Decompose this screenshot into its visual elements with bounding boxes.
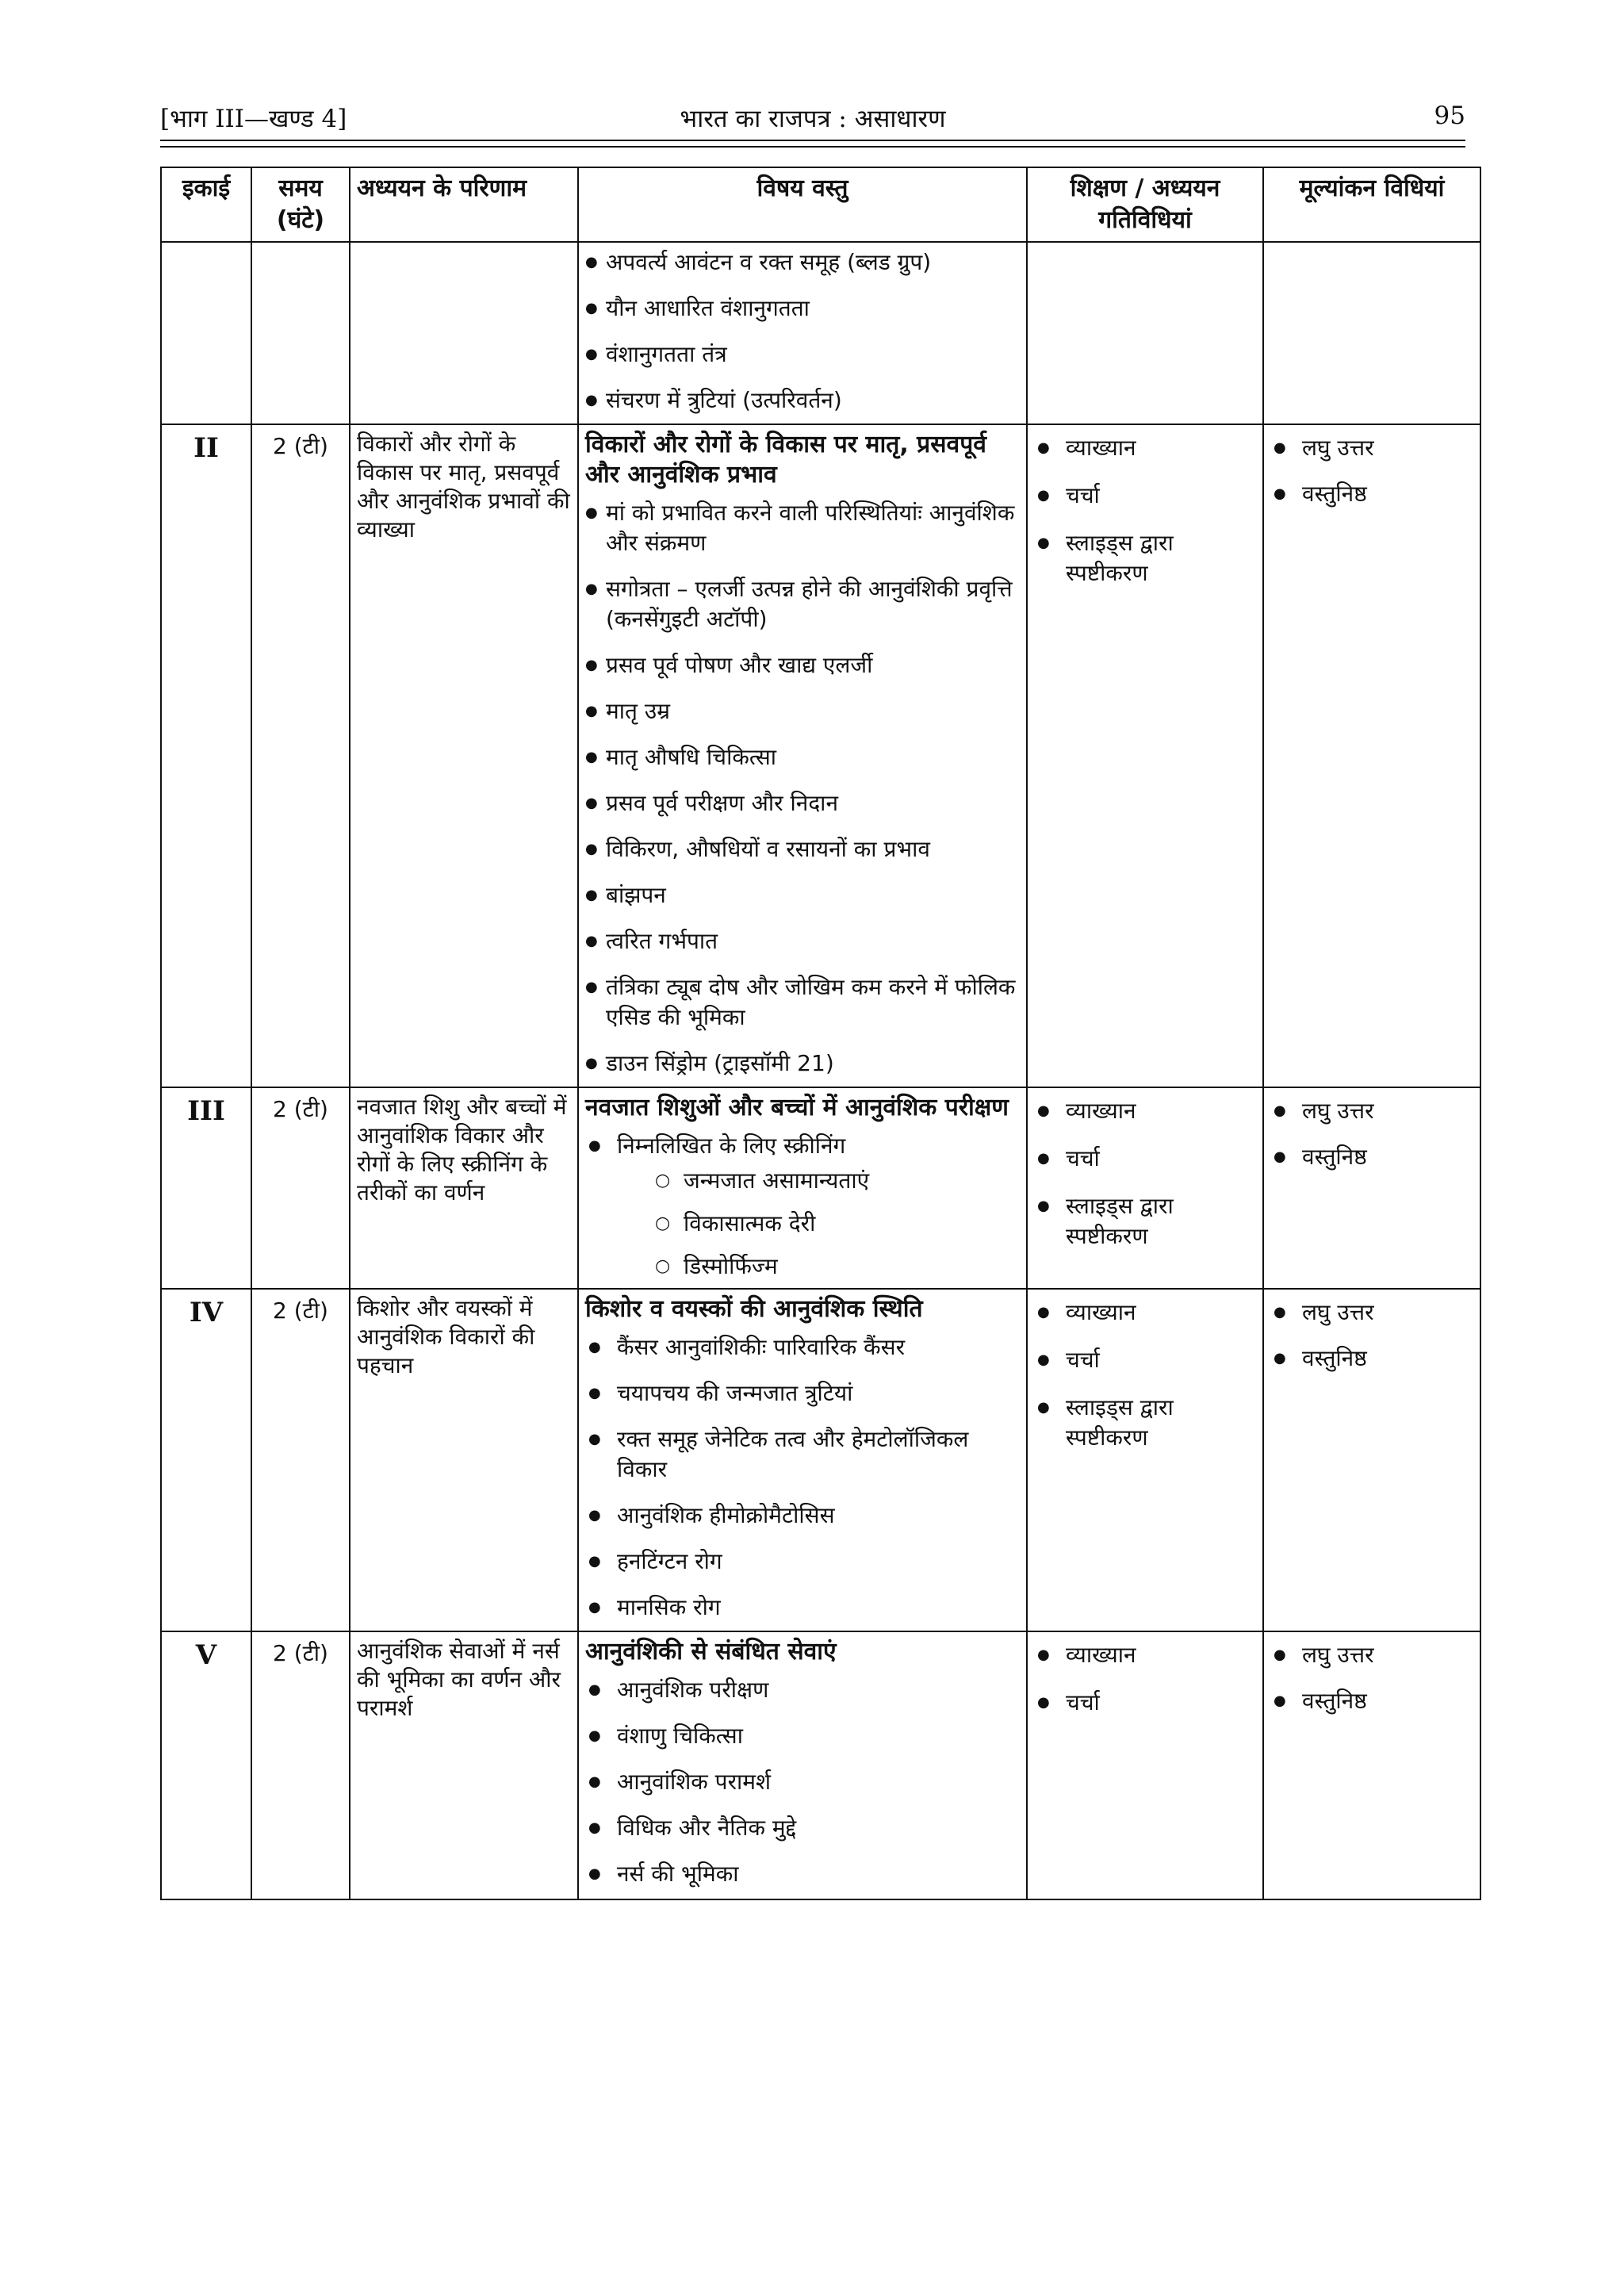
activities-list [1034, 433, 1256, 588]
content-item: ● वंशानुगतता तंत्र [585, 339, 1020, 370]
column-header-outcomes: अध्ययन के परिणाम [350, 167, 578, 242]
content-item: ● तंत्रिका ट्यूब दोष और जोखिम कम करने में फोलिक एसिड की भूमिका [585, 972, 1020, 1033]
content-subitem: ○ विकासात्मक देरी [655, 1209, 1020, 1239]
activity-item: ● व्याख्यान [1034, 1096, 1256, 1126]
column-header-activities: शिक्षण / अध्ययन गतिविधियां [1027, 167, 1263, 242]
table-row-unit-iii [161, 1087, 1480, 1289]
activity-item: ● व्याख्यान [1034, 433, 1256, 463]
time-hours: 2 (टी) [251, 1087, 350, 1289]
time-hours: 2 (टी) [251, 424, 350, 1087]
column-header-time: समय (घंटे) [251, 167, 350, 242]
activities-cell [1027, 1631, 1263, 1899]
content-list [585, 247, 1020, 416]
outcome-cell [350, 242, 578, 424]
content-cell [578, 424, 1027, 1087]
learning-outcome: किशोर और वयस्कों में आनुवंशिक विकारों की पहचान [350, 1289, 578, 1631]
content-topic-heading: किशोर व वयस्कों की आनुवंशिक स्थिति [585, 1295, 923, 1323]
evaluation-item: ● वस्तुनिष्ठ [1270, 479, 1473, 509]
evaluation-cell [1263, 242, 1480, 424]
activity-item: ● स्लाइड्स द्वारा स्पष्टीकरण [1034, 1191, 1256, 1251]
evaluation-cell [1263, 1289, 1480, 1631]
evaluation-list [1270, 433, 1473, 509]
content-list [585, 1332, 1020, 1623]
content-item: ● मानसिक रोग [585, 1593, 1020, 1623]
table-header-row [161, 167, 1480, 242]
unit-number: III [161, 1087, 251, 1289]
syllabus-table [160, 167, 1481, 1900]
content-topic-heading: आनुवंशिकी से संबंधित सेवाएं [585, 1638, 837, 1665]
activity-item: ● चर्चा [1034, 1144, 1256, 1174]
evaluation-list [1270, 1640, 1473, 1716]
content-item: ● यौन आधारित वंशानुगतता [585, 293, 1020, 324]
content-item: ● हनटिंग्टन रोग [585, 1547, 1020, 1577]
header-publication-title: भारत का राजपत्र : असाधारण [680, 105, 946, 133]
page-number: 95 [1434, 102, 1465, 130]
time-cell [251, 242, 350, 424]
content-item: ● आनुवंशिक परीक्षण [585, 1675, 1020, 1705]
content-item [585, 1131, 1020, 1282]
column-header-evaluation: मूल्यांकन विधियां [1263, 167, 1480, 242]
activity-item: ● स्लाइड्स द्वारा स्पष्टीकरण [1034, 528, 1256, 588]
content-subitem: ○ जन्मजात असामान्यताएं [655, 1166, 1020, 1196]
evaluation-item: ● लघु उत्तर [1270, 1297, 1473, 1328]
table-row-unit-v [161, 1631, 1480, 1899]
activities-cell [1027, 424, 1263, 1087]
evaluation-cell [1263, 424, 1480, 1087]
activities-list [1034, 1640, 1256, 1718]
evaluation-item: ● वस्तुनिष्ठ [1270, 1686, 1473, 1716]
activity-item: ● चर्चा [1034, 1688, 1256, 1718]
content-item: ● मातृ औषधि चिकित्सा [585, 742, 1020, 772]
content-item: ● संचरण में त्रुटियां (उत्परिवर्तन) [585, 385, 1020, 416]
content-item: ● वंशाणु चिकित्सा [585, 1721, 1020, 1751]
content-item: ● आनुवंशिक हीमोक्रोमैटोसिस [585, 1501, 1020, 1531]
unit-number: II [161, 424, 251, 1087]
content-item: ● चयापचय की जन्मजात त्रुटियां [585, 1378, 1020, 1409]
content-list [585, 1675, 1020, 1889]
content-item: ● विधिक और नैतिक मुद्दे [585, 1813, 1020, 1843]
activity-item: ● व्याख्यान [1034, 1297, 1256, 1328]
column-header-unit: इकाई [161, 167, 251, 242]
evaluation-item: ● वस्तुनिष्ठ [1270, 1343, 1473, 1374]
unit-number: IV [161, 1289, 251, 1631]
content-item: ● सगोत्रता – एलर्जी उत्पन्न होने की आनुवंशिकी प्रवृत्ति (कनसेंगुइटी अटॉपी) [585, 574, 1020, 634]
page-header [160, 102, 1465, 143]
content-subitem: ○ डिस्मोर्फिज्म [655, 1251, 1020, 1282]
learning-outcome: विकारों और रोगों के विकास पर मातृ, प्रसवपूर्व और आनुवंशिक प्रभावों की व्याख्या [350, 424, 578, 1087]
header-rule-bottom [160, 146, 1465, 148]
evaluation-cell [1263, 1087, 1480, 1289]
content-cell [578, 1631, 1027, 1899]
table-row-unit-iv [161, 1289, 1480, 1631]
content-cell [578, 1087, 1027, 1289]
evaluation-list [1270, 1096, 1473, 1172]
content-list [585, 1131, 1020, 1282]
header-section-label: [भाग III—खण्ड 4] [160, 105, 347, 133]
activities-cell [1027, 242, 1263, 424]
content-list [585, 498, 1020, 1079]
learning-outcome: आनुवंशिक सेवाओं में नर्स की भूमिका का वर्णन और परामर्श [350, 1631, 578, 1899]
content-sublist [617, 1166, 1020, 1282]
activities-cell [1027, 1289, 1263, 1631]
evaluation-item: ● लघु उत्तर [1270, 433, 1473, 463]
content-item: ● कैंसर आनुवांशिकीः पारिवारिक कैंसर [585, 1332, 1020, 1363]
content-item: ● प्रसव पूर्व परीक्षण और निदान [585, 788, 1020, 818]
content-item: ● अपवर्त्य आवंटन व रक्त समूह (ब्लड ग्रुप) [585, 247, 1020, 278]
activities-list [1034, 1297, 1256, 1453]
content-item: ● त्वरित गर्भपात [585, 926, 1020, 956]
column-header-content: विषय वस्तु [578, 167, 1027, 242]
content-cell [578, 1289, 1027, 1631]
content-item: ● रक्त समूह जेनेटिक तत्व और हेमटोलॉजिकल विकार [585, 1424, 1020, 1485]
content-item-label: निम्नलिखित के लिए स्क्रीनिंग [617, 1133, 846, 1159]
content-item: ● विकिरण, औषधियों व रसायनों का प्रभाव [585, 834, 1020, 864]
header-rule-top [160, 140, 1465, 141]
table-row-continuation [161, 242, 1480, 424]
content-item: ● नर्स की भूमिका [585, 1859, 1020, 1889]
evaluation-item: ● लघु उत्तर [1270, 1640, 1473, 1670]
activity-item: ● स्लाइड्स द्वारा स्पष्टीकरण [1034, 1393, 1256, 1453]
activity-item: ● व्याख्यान [1034, 1640, 1256, 1670]
activities-list [1034, 1096, 1256, 1251]
content-item: ● प्रसव पूर्व पोषण और खाद्य एलर्जी [585, 650, 1020, 680]
activity-item: ● चर्चा [1034, 1345, 1256, 1375]
content-topic-heading: विकारों और रोगों के विकास पर मातृ, प्रसवपूर्व और आनुवंशिक प्रभाव [585, 431, 986, 489]
time-hours: 2 (टी) [251, 1631, 350, 1899]
evaluation-item: ● वस्तुनिष्ठ [1270, 1142, 1473, 1172]
content-cell [578, 242, 1027, 424]
time-hours: 2 (टी) [251, 1289, 350, 1631]
table-row-unit-ii [161, 424, 1480, 1087]
evaluation-list [1270, 1297, 1473, 1374]
learning-outcome: नवजात शिशु और बच्चों में आनुवांशिक विकार और रोगों के लिए स्क्रीनिंग के तरीकों का वर्णन [350, 1087, 578, 1289]
activity-item: ● चर्चा [1034, 481, 1256, 511]
content-item: ● मां को प्रभावित करने वाली परिस्थितियांः आनुवंशिक और संक्रमण [585, 498, 1020, 558]
evaluation-cell [1263, 1631, 1480, 1899]
activities-cell [1027, 1087, 1263, 1289]
unit-cell [161, 242, 251, 424]
content-item: ● आनुवांशिक परामर्श [585, 1767, 1020, 1797]
content-topic-heading: नवजात शिशुओं और बच्चों में आनुवंशिक परीक्षण [585, 1094, 1009, 1121]
unit-number: V [161, 1631, 251, 1899]
content-item: ● मातृ उम्र [585, 696, 1020, 726]
content-item: ● डाउन सिंड्रोम (ट्राइसॉमी 21) [585, 1048, 1020, 1079]
content-item: ● बांझपन [585, 880, 1020, 910]
evaluation-item: ● लघु उत्तर [1270, 1096, 1473, 1126]
